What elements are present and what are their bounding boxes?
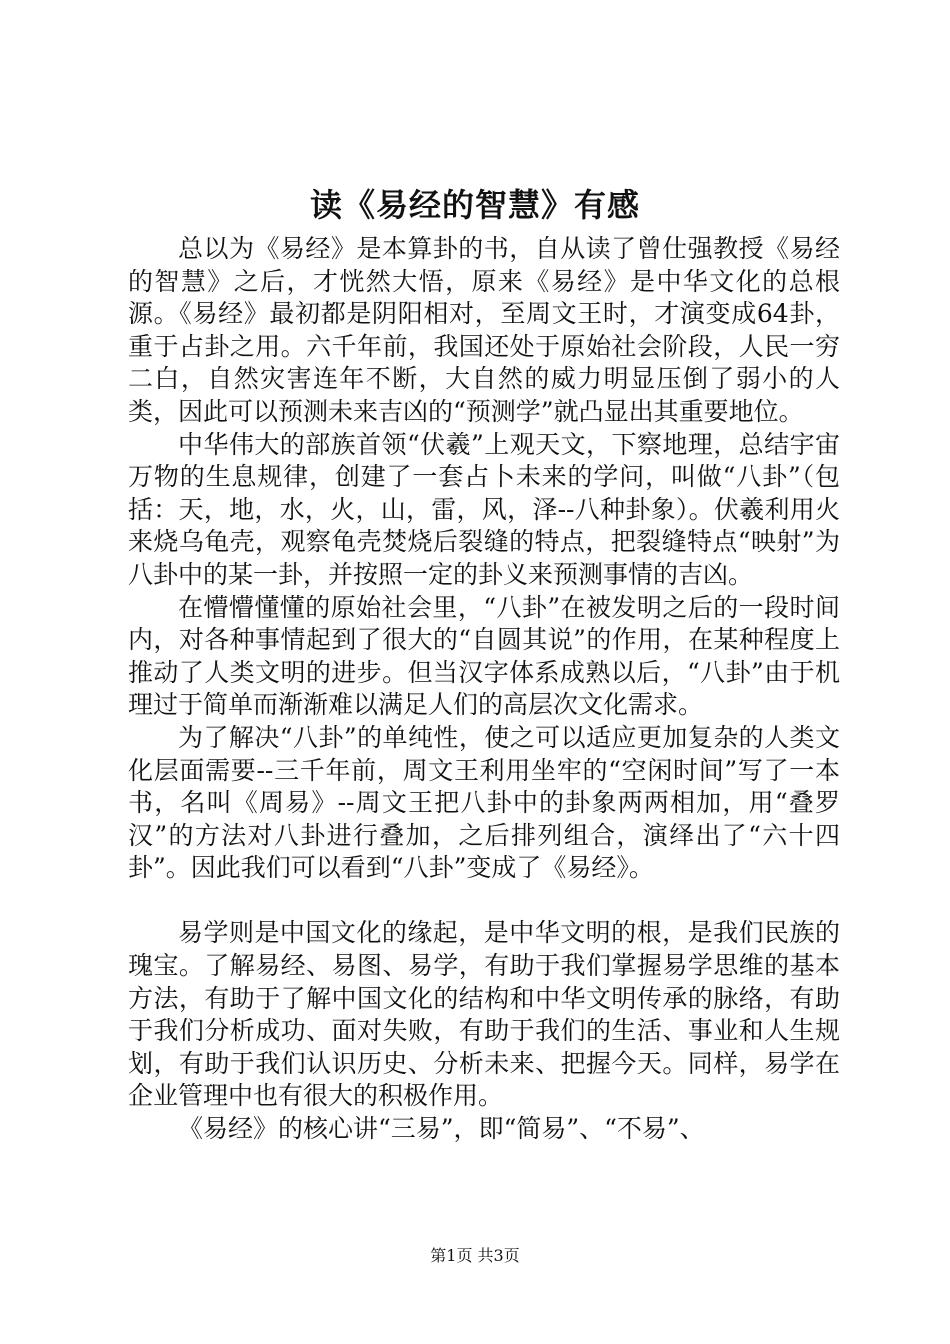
document-title: 读《易经的智慧》有感: [309, 186, 640, 224]
paragraph: 为了解决“八卦”的单纯性，使之可以适应更加复杂的人类文化层面需要--三千年前，周文王利用坐牢的“空闲时间”写了一本书，名叫《周易》--周文王把八卦中的卦象两两相加，用“叠罗汉”的方法对八卦进行叠加，之后排列组合，演绎出了“六十四卦”。因此我们可以看到“八卦”变成了《易经》。: [128, 722, 840, 883]
paragraph: 易学则是中国文化的缘起，是中华文明的根，是我们民族的瑰宝。了解易经、易图、易学，有助于我们掌握易学思维的基本方法，有助于了解中国文化的结构和中华文明传承的脉络，有助于我们分析成功、面对失败，有助于我们的生活、事业和人生规划，有助于我们认识历史、分析未来、把握今天。同样，易学在企业管理中也有很大的积极作用。: [128, 918, 840, 1111]
paragraph: 《易经》的核心讲“三易”，即“简易”、“不易”、: [178, 1114, 705, 1144]
paragraph: 中华伟大的部族首领“伏羲”上观天文，下察地理，总结宇宙万物的生息规律，创建了一套占卜未来的学问，叫做“八卦”（包括：天，地，水，火，山，雷，风，泽--八种卦象）。伏羲利用火来烧乌龟壳，观察龟壳焚烧后裂缝的特点，把裂缝特点“映射”为八卦中的某一卦，并按照一定的卦义来预测事情的吉凶。: [128, 429, 840, 589]
paragraph: 在懵懵懂懂的原始社会里，“八卦”在被发明之后的一段时间内，对各种事情起到了很大的“自圆其说”的作用，在某种程度上推动了人类文明的进步。但当汉字体系成熟以后，“八卦”由于机理过于简单而渐渐难以满足人们的高层次文化需求。: [128, 592, 840, 720]
page-number-footer: 第1页 共3页: [430, 1246, 520, 1265]
paragraph: 总以为《易经》是本算卦的书，自从读了曾仕强教授《易经的智慧》之后，才恍然大悟，原来《易经》是中华文化的总根源。《易经》最初都是阴阳相对，至周文王时，才演变成64卦，重于占卦之用。六千年前，我国还处于原始社会阶段，人民一穷二白，自然灾害连年不断，大自然的威力明显压倒了弱小的人类，因此可以预测未来吉凶的“预测学”就凸显出其重要地位。: [128, 234, 840, 426]
document-body: [128, 233, 840, 1146]
